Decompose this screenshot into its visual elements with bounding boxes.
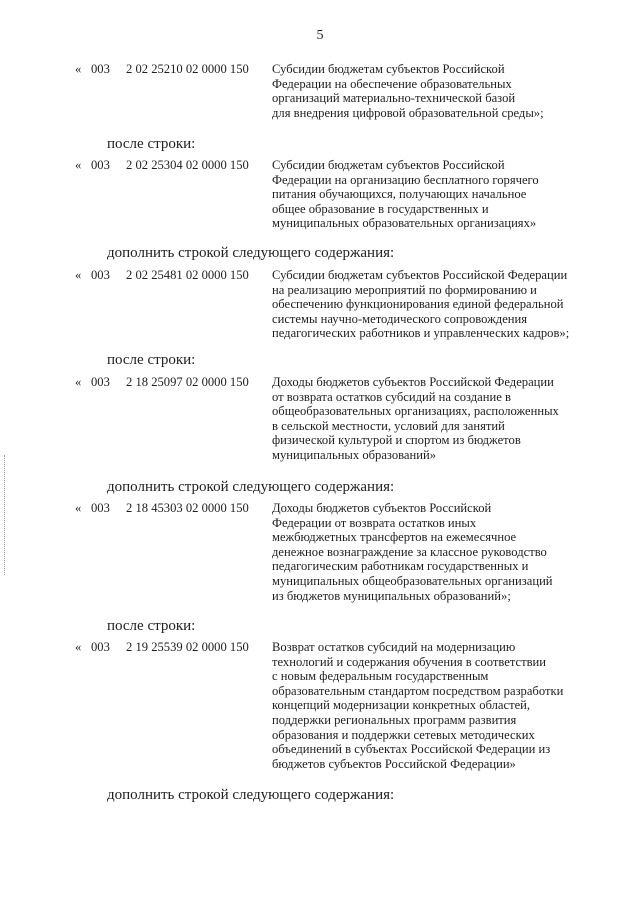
income-description	[272, 640, 582, 771]
budget-classification-code: 2 02 25210 02 0000 150	[126, 62, 249, 76]
administrator-code: 003	[91, 640, 110, 654]
description-line: поддержки региональных программ развития	[272, 712, 517, 727]
description-line: педагогическим работникам государственных и	[272, 559, 529, 574]
description-line: муниципальных образований»	[272, 447, 437, 462]
description-line: бюджетов субъектов Российской Федерации»	[272, 756, 516, 771]
description-line: системы научно-методического сопровождения	[272, 311, 528, 326]
income-description	[272, 158, 582, 231]
description-line: питания обучающихся, получающих начальное	[272, 187, 527, 202]
description-line: в сельской местности, условий для занятий	[272, 418, 505, 433]
instruction-text: дополнить строкой следующего содержания:	[107, 479, 395, 495]
description-line: Субсидии бюджетам субъектов Российской Федерации	[272, 268, 568, 282]
description-line: объединений в субъектах Российской Федерации из	[272, 742, 551, 757]
income-description	[272, 268, 582, 341]
description-line: муниципальных образовательных организациях»	[272, 216, 537, 231]
administrator-code: 003	[91, 501, 110, 515]
description-line: технологий и содержания обучения в соответствии	[272, 654, 547, 669]
budget-classification-code: 2 18 25097 02 0000 150	[126, 375, 249, 389]
description-line: Субсидии бюджетам субъектов Российской	[272, 158, 505, 172]
description-line: межбюджетных трансфертов на ежемесячное	[272, 530, 517, 545]
description-line: физической культурой и спортом из бюджетов	[272, 433, 521, 448]
opening-quote: «	[75, 640, 82, 654]
instruction-text: после строки:	[107, 136, 196, 152]
description-line: образовательным стандартом посредством разработки	[272, 683, 564, 698]
description-line: Федерации на обеспечение образовательных	[272, 76, 512, 91]
opening-quote: «	[75, 501, 82, 515]
description-line: общее образование в государственных и	[272, 201, 489, 216]
description-line: педагогических работников и управленческих кадров»;	[272, 326, 570, 341]
budget-classification-code: 2 02 25481 02 0000 150	[126, 268, 249, 282]
page-number: 5	[316, 28, 324, 43]
description-line: Федерации на организацию бесплатного горячего	[272, 172, 539, 187]
description-line: для внедрения цифровой образовательной среды»;	[272, 105, 544, 120]
opening-quote: «	[75, 158, 82, 172]
description-line: общеобразовательных организациях, расположенных	[272, 404, 559, 419]
income-description	[272, 375, 582, 463]
description-line: обеспечению функционирования единой федеральной	[272, 297, 564, 312]
description-line: Федерации от возврата остатков иных	[272, 515, 477, 530]
description-line: Доходы бюджетов субъектов Российской	[272, 501, 492, 515]
instruction-text: после строки:	[107, 618, 196, 634]
opening-quote: «	[75, 268, 82, 282]
description-line: муниципальных общеобразовательных организаций	[272, 573, 553, 588]
instruction-text: после строки:	[107, 352, 196, 368]
description-line: от возврата остатков субсидий на создание в	[272, 389, 511, 404]
instruction-text: дополнить строкой следующего содержания:	[107, 787, 395, 803]
administrator-code: 003	[91, 158, 110, 172]
description-line: Субсидии бюджетам субъектов Российской	[272, 62, 505, 76]
administrator-code: 003	[91, 268, 110, 282]
description-line: концепций модернизации конкретных областей,	[272, 698, 531, 713]
instruction-text: дополнить строкой следующего содержания:	[107, 245, 395, 261]
description-line: денежное вознаграждение за классное руководство	[272, 544, 547, 559]
description-line: из бюджетов муниципальных образований»;	[272, 588, 511, 603]
description-line: Возврат остатков субсидий на модернизацию	[272, 640, 516, 654]
description-line: на реализацию мероприятий по формированию и	[272, 282, 537, 297]
opening-quote: «	[75, 62, 82, 76]
administrator-code: 003	[91, 62, 110, 76]
income-description	[272, 62, 582, 120]
description-line: Доходы бюджетов субъектов Российской Федерации	[272, 375, 554, 389]
description-line: организаций материально-технической базой	[272, 91, 516, 106]
administrator-code: 003	[91, 375, 110, 389]
description-line: образования и поддержки сетевых методических	[272, 727, 535, 742]
budget-classification-code: 2 18 45303 02 0000 150	[126, 501, 249, 515]
opening-quote: «	[75, 375, 82, 389]
description-line: с новым федеральным государственным	[272, 669, 489, 684]
budget-classification-code: 2 02 25304 02 0000 150	[126, 158, 249, 172]
binding-margin-mark	[4, 455, 7, 575]
budget-classification-code: 2 19 25539 02 0000 150	[126, 640, 249, 654]
income-description	[272, 501, 582, 603]
